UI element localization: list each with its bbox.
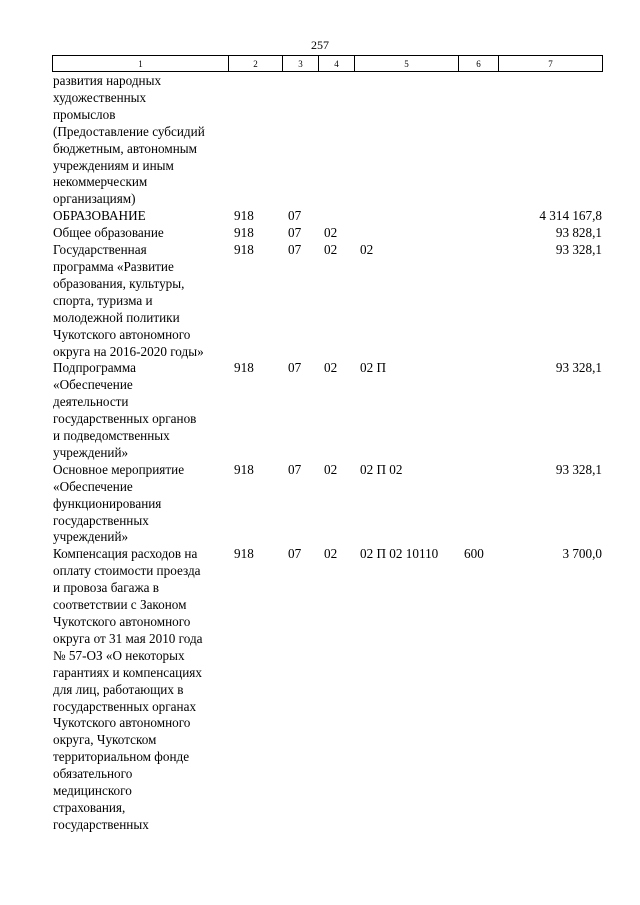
row-subsection bbox=[318, 73, 354, 208]
row-expense-type bbox=[458, 242, 498, 360]
row-grbs: 918 bbox=[234, 461, 254, 477]
row-target-article bbox=[354, 208, 458, 225]
table-row bbox=[52, 546, 602, 833]
row-name: Общее образование bbox=[53, 225, 164, 241]
row-name: Государственная программа «Развитие образования, культуры, спорта, туризма и молодежной политики Чукотского автономного округа на 2016-2020 годы» bbox=[53, 242, 204, 359]
table-row bbox=[52, 462, 602, 547]
row-section: 07 bbox=[288, 225, 302, 241]
row-sum: 93 828,1 bbox=[555, 225, 602, 241]
row-expense-type bbox=[458, 462, 498, 547]
row-grbs: 918 bbox=[234, 546, 254, 562]
row-section bbox=[282, 73, 318, 208]
row-section: 07 bbox=[288, 546, 302, 562]
row-expense-type bbox=[458, 360, 498, 461]
row-grbs: 918 bbox=[234, 360, 254, 376]
table-row bbox=[52, 208, 602, 225]
header-col-6: 6 bbox=[459, 56, 499, 72]
row-subsection: 02 bbox=[324, 225, 338, 241]
budget-table-body bbox=[52, 73, 602, 834]
row-expense-type: 600 bbox=[464, 546, 484, 562]
header-col-3: 3 bbox=[283, 56, 319, 72]
row-grbs: 918 bbox=[234, 208, 254, 224]
header-col-5: 5 bbox=[355, 56, 459, 72]
row-subsection: 02 bbox=[324, 360, 338, 376]
row-name: ОБРАЗОВАНИЕ bbox=[53, 208, 146, 224]
row-grbs: 918 bbox=[234, 242, 254, 258]
row-name: развития народных художественных промыслов (Предоставление субсидий бюджетным, автономным учреждениям и иным некоммерческим организациям) bbox=[53, 73, 205, 207]
row-section: 07 bbox=[288, 242, 302, 258]
row-section: 07 bbox=[288, 208, 302, 224]
page-number: 257 bbox=[311, 38, 329, 52]
table-row bbox=[52, 360, 602, 461]
table-row bbox=[52, 225, 602, 242]
header-col-1: 1 bbox=[53, 56, 229, 72]
row-sum: 93 328,1 bbox=[555, 360, 602, 376]
row-target-article: 02 П bbox=[360, 360, 387, 376]
row-grbs: 918 bbox=[234, 225, 254, 241]
row-sum: 3 700,0 bbox=[562, 546, 602, 562]
row-subsection: 02 bbox=[324, 546, 338, 562]
row-expense-type bbox=[458, 73, 498, 208]
row-name: Основное мероприятие «Обеспечение функционирования государственных учреждений» bbox=[53, 461, 185, 545]
row-sum: 93 328,1 bbox=[555, 242, 602, 258]
row-subsection bbox=[318, 208, 354, 225]
row-sum: 93 328,1 bbox=[555, 461, 602, 477]
row-name: Компенсация расходов на оплату стоимости проезда и провоза багажа в соответствии с Законом Чукотского автономного округа от 31 мая 2010 года № 57-ОЗ «О некоторых гарантиях и компенсациях для лиц, работающих в государственных органах Чукотского автономного округа, Чукотском территориальном фонде обязательного медицинского страхования, государственных bbox=[53, 546, 203, 832]
row-section: 07 bbox=[288, 360, 302, 376]
table-row bbox=[52, 73, 602, 208]
row-name: Подпрограмма «Обеспечение деятельности государственных органов и подведомственных учреждений» bbox=[53, 360, 197, 460]
row-sum bbox=[498, 73, 602, 208]
row-target-article: 02 П 02 bbox=[360, 461, 403, 477]
row-section: 07 bbox=[288, 461, 302, 477]
row-subsection: 02 bbox=[324, 461, 338, 477]
row-subsection: 02 bbox=[324, 242, 338, 258]
column-number-header bbox=[52, 55, 603, 72]
row-target-article bbox=[354, 73, 458, 208]
row-target-article: 02 bbox=[360, 242, 374, 258]
row-expense-type bbox=[458, 208, 498, 225]
row-grbs bbox=[228, 73, 282, 208]
row-target-article: 02 П 02 10110 bbox=[360, 546, 439, 562]
header-col-7: 7 bbox=[499, 56, 603, 72]
table-row bbox=[52, 242, 602, 360]
row-expense-type bbox=[458, 225, 498, 242]
header-col-2: 2 bbox=[229, 56, 283, 72]
row-target-article bbox=[354, 225, 458, 242]
header-col-4: 4 bbox=[319, 56, 355, 72]
row-sum: 4 314 167,8 bbox=[539, 208, 602, 224]
